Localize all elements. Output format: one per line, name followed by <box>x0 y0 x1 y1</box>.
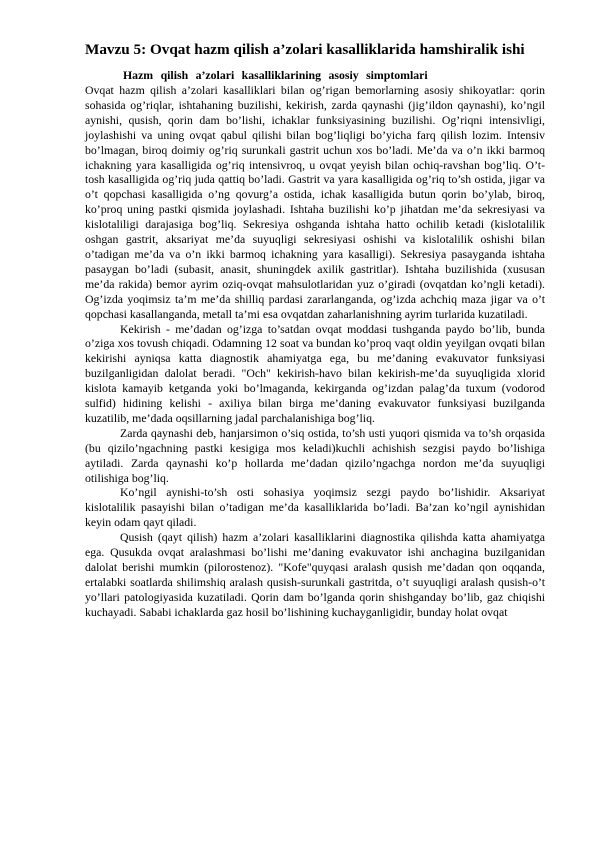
paragraph-heartburn: Zarda qaynashi deb, hanjarsimon o’siq ostida, to’sh usti yuqori qismida va to’sh orqasida (bu qizilo’ngachning pastki kesigiga mos keladi)kuchli achishish sezgisi paydo bo’lishiga aytiladi. Zarda qaynashi ko’p hollarda me’dadan qizilo’ngachga nordon me’da suyuqligi otilishiga bog’liq. <box>85 425 545 485</box>
document-title: Mavzu 5: Ovqat hazm qilish a’zolari kasalliklarida hamshiralik ishi <box>85 41 525 58</box>
paragraph-vomiting: Qusish (qayt qilish) hazm a’zolari kasalliklarini diagnostika qilishda katta ahamiyatga ega. Qusukda ovqat aralashmasi bo’lishi me’daning evakuvator ishi anchagina buzilganidan dalolat berishi mumkin (pilorostenoz). "Kofe"quyqasi aralash qusish me’dadan qon oqqanda, ertalabki soatlarda shilimshiq aralash qusish-surunkali gastritda, o’t suyuqligi aralash qusish-o’t yo’llari patologiyasida kuzatiladi. Qorin dam bo’lganda qorin shishganday bo’lib, gaz chiqishi kuchayadi. Sababi ichaklarda gaz hosil bo’lishining kuchayganligidir, bunday holat ovqat <box>85 530 545 619</box>
document-page <box>85 40 545 620</box>
paragraph-belching: Kekirish - me’dadan og’izga to’satdan ovqat moddasi tushganda paydo bo’lib, bunda o’ziga xos tovush chiqadi. Odamning 12 soat va bundan ko’proq vaqt oldin yeyilgan ovqati bilan kekirishi ayniqsa katta diagnostik ahamiyatga ega, bu me’daning evakuvator funksiyasi buzilganligidan dalolat beradi. "Och" kekirish-havo bilan kekirish-me’da suyuqligida xlorid kislota kamayib ketganda yoki bo’lmaganda, kekirganda og’izdan palag’da tuxum (vodorod sulfid) hidining kelishi - axiliya bilan birga me’daning evakuvator funksiyasi buzilganda kuzatilib, me’dada oqsillarning jadal parchalanishiga bog’liq. <box>85 321 545 425</box>
paragraph-nausea: Ko’ngil aynishi-to’sh osti sohasiya yoqimsiz sezgi paydo bo’lishidir. Aksariyat kislotalilik pasayishi bilan o’tadigan me’da kasalliklarida bo’ladi. Ba’zan ko’ngil aynishidan keyin odam qayt qiladi. <box>85 485 545 530</box>
section-subtitle: Hazm qilish a’zolari kasalliklarining asosiy simptomlari <box>123 68 428 82</box>
paragraph-symptoms-intro: Ovqat hazm qilish a’zolari kasalliklari bilan og’rigan bemorlarning asosiy shikoyatlar: qorin sohasida og’riqlar, ishtahaning buzilishi, kekirish, zarda qaynashi (jig’ildon qaynashi), ko’ngil aynishi, qusish, qorin dam bo’lishi, ichaklar funksiyasining buzilishi. Og’riqni intensivligi, joylashishi va uning ovqat qabul qilishi bilan bog’liqligi bo’yicha farq qilish lozim. Intensiv bo’lmagan, biroq doimiy og’riq surunkali gastrit uchun xos bo’ladi. Me’da va o’n ikki barmoq ichakning yara kasalligida og’riq intensivroq, u ovqat yeyish bilan ochiq-ravshan bog’liq. O’t-tosh kasalligida og’riq juda qattiq bo’ladi. Gastrit va yara kasalligida og’riq to’sh ostida, jigar va o’t qopchasi kasalligida o’ng qovurg’a ostida, ichak kasalligida butun qorin bo’ylab, biroq, ko’proq uning pastki qismida joylashadi. Ishtaha buzilishi ko’p jihatdan me’da sekresiyasi va kislotaliligi darajasiga bog’liq. Sekresiya oshganda ishtaha hatto ochilib ketadi (kislotalilik oshgan gastrit, aksariyat me’da suyuqligi sekresiyasi oshishi va kislotalilik oshishi bilan o’tadigan me’da va o’n ikki barmoq ichakning yara kasalligi). Sekresiya pasayganda ishtaha pasaygan bo’ladi (subasit, anasit, shuningdek axilik gastritlar). Ishtaha buzilishida (xususan me’da rakida) bemor ayrim oziq-ovqat mahsulotlaridan yuz o’giradi (ovqatdan ko’ngli ketadi). Og’izda yoqimsiz ta’m me’da shilliq pardasi zararlanganda, og’izda achchiq maza jigar va o’t qopchasi kasallanganda, metall ta’mi esa ovqatdan zaharlanishning ayrim turlarida kuzatiladi. <box>85 83 545 321</box>
